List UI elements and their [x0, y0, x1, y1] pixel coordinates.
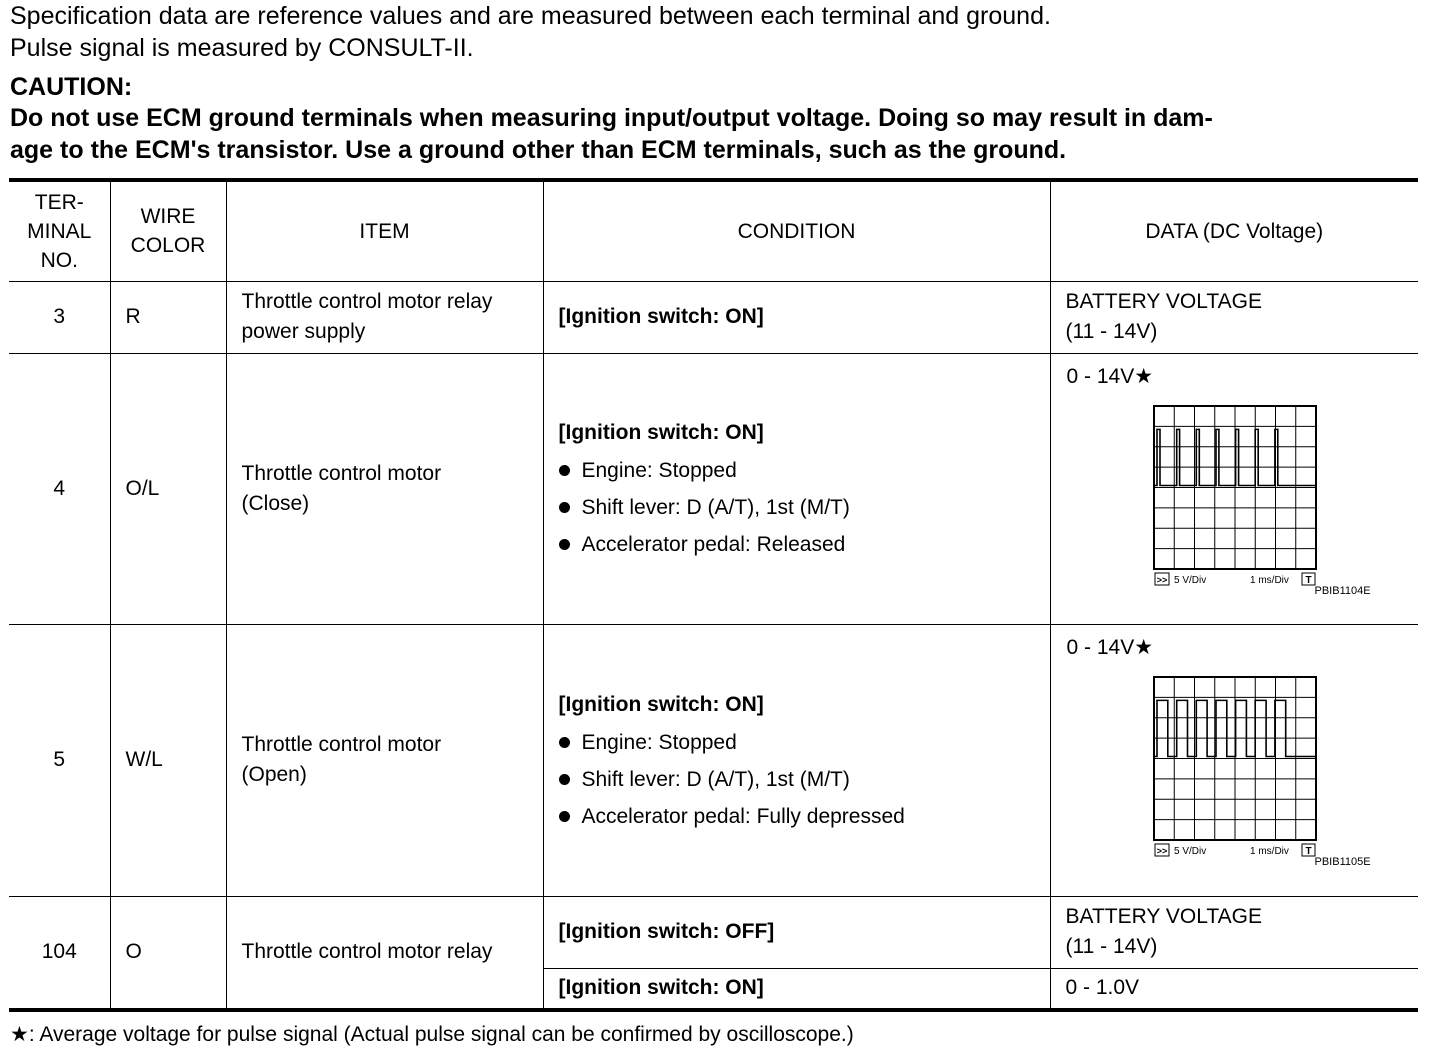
caution-line-1: Do not use ECM ground terminals when measuring input/output voltage. Doing so may result in dam-: [10, 104, 1213, 132]
footnote: ★: Average voltage for pulse signal (Actual pulse signal can be confirmed by oscilloscope.): [10, 1023, 854, 1046]
condition-bullet: Shift lever: D (A/T), 1st (M/T): [559, 761, 1035, 798]
item-cell: Throttle control motor relay power supply: [226, 281, 543, 353]
condition-cell: [Ignition switch: OFF]: [543, 896, 1050, 968]
condition-cell: [543, 624, 1050, 896]
condition-bullet: Engine: Stopped: [559, 724, 1035, 761]
caution-text: [10, 102, 1430, 166]
condition-cell: [543, 353, 1050, 624]
scope-time-label: 1 ms/Div: [1249, 845, 1289, 857]
spec-note: Specification data are reference values and are measured between each terminal and ground.: [10, 2, 1051, 30]
bullet-icon: [559, 465, 570, 476]
wire-color: W/L: [110, 624, 226, 896]
terminal-spec-table: [9, 178, 1418, 1012]
star-icon: ★: [10, 1023, 29, 1046]
wire-color: O: [110, 896, 226, 1010]
bullet-icon: [559, 737, 570, 748]
scope-volt-label: 5 V/Div: [1173, 845, 1206, 857]
table-row: [9, 624, 1418, 896]
terminal-no: 104: [9, 896, 110, 1010]
data-cell: 0 - 1.0V: [1050, 968, 1418, 1010]
bullet-icon: [559, 774, 570, 785]
header-data: DATA (DC Voltage): [1050, 180, 1418, 281]
wire-color: O/L: [110, 353, 226, 624]
table-row: [9, 353, 1418, 624]
bullet-icon: [559, 811, 570, 822]
table-row: [9, 281, 1418, 353]
oscilloscope-waveform: [1153, 405, 1318, 586]
scope-left-label: >>: [1156, 845, 1167, 856]
scope-volt-label: 5 V/Div: [1173, 574, 1206, 586]
data-cell: [1050, 353, 1418, 624]
condition-bullet: Accelerator pedal: Fully depressed: [559, 798, 1035, 835]
header-item: ITEM: [226, 180, 543, 281]
figure-id: PBIB1105E: [1314, 855, 1371, 868]
terminal-no: 4: [9, 353, 110, 624]
table-header-row: [9, 180, 1418, 281]
scope-right-label: T: [1304, 574, 1312, 586]
item-cell: Throttle control motor (Open): [226, 624, 543, 896]
data-cell: BATTERY VOLTAGE (11 - 14V): [1050, 896, 1418, 968]
condition-bullet: Shift lever: D (A/T), 1st (M/T): [559, 489, 1035, 526]
table-row: [9, 896, 1418, 968]
condition-cell: [Ignition switch: ON]: [543, 968, 1050, 1010]
caution-title: CAUTION:: [10, 73, 133, 101]
condition-cell: [Ignition switch: ON]: [543, 281, 1050, 353]
intro-block: [10, 0, 1430, 166]
item-cell: Throttle control motor relay: [226, 896, 543, 1010]
bullet-icon: [559, 502, 570, 513]
condition-ignition: [Ignition switch: ON]: [558, 421, 764, 444]
pulse-note: Pulse signal is measured by CONSULT-II.: [10, 34, 474, 62]
scope-time-label: 1 ms/Div: [1249, 574, 1289, 586]
condition-bullet: Accelerator pedal: Released: [559, 526, 1035, 563]
scope-right-label: T: [1304, 845, 1312, 857]
header-terminal-no: TER- MINAL NO.: [9, 180, 110, 281]
scope-left-label: >>: [1156, 574, 1167, 585]
condition-ignition: [Ignition switch: ON]: [558, 692, 764, 716]
star-icon: ★: [1134, 364, 1154, 388]
terminal-no: 3: [9, 281, 110, 353]
data-cell: BATTERY VOLTAGE (11 - 14V): [1050, 281, 1418, 353]
wire-color: R: [110, 281, 226, 353]
pulse-voltage-label: 0 - 14V★: [1066, 635, 1154, 659]
header-condition: CONDITION: [543, 180, 1050, 281]
terminal-no: 5: [9, 624, 110, 896]
star-icon: ★: [1134, 635, 1154, 659]
caution-line-2: age to the ECM's transistor. Use a ground other than ECM terminals, such as the ground.: [10, 136, 1067, 164]
data-cell: [1050, 624, 1418, 896]
pulse-voltage-label: 0 - 14V★: [1066, 364, 1154, 388]
condition-bullet: Engine: Stopped: [559, 452, 1035, 489]
figure-id: PBIB1104E: [1314, 584, 1371, 597]
header-wire-color: WIRE COLOR: [110, 180, 226, 281]
item-cell: Throttle control motor (Close): [226, 353, 543, 624]
oscilloscope-waveform: [1153, 676, 1318, 857]
bullet-icon: [559, 539, 570, 550]
